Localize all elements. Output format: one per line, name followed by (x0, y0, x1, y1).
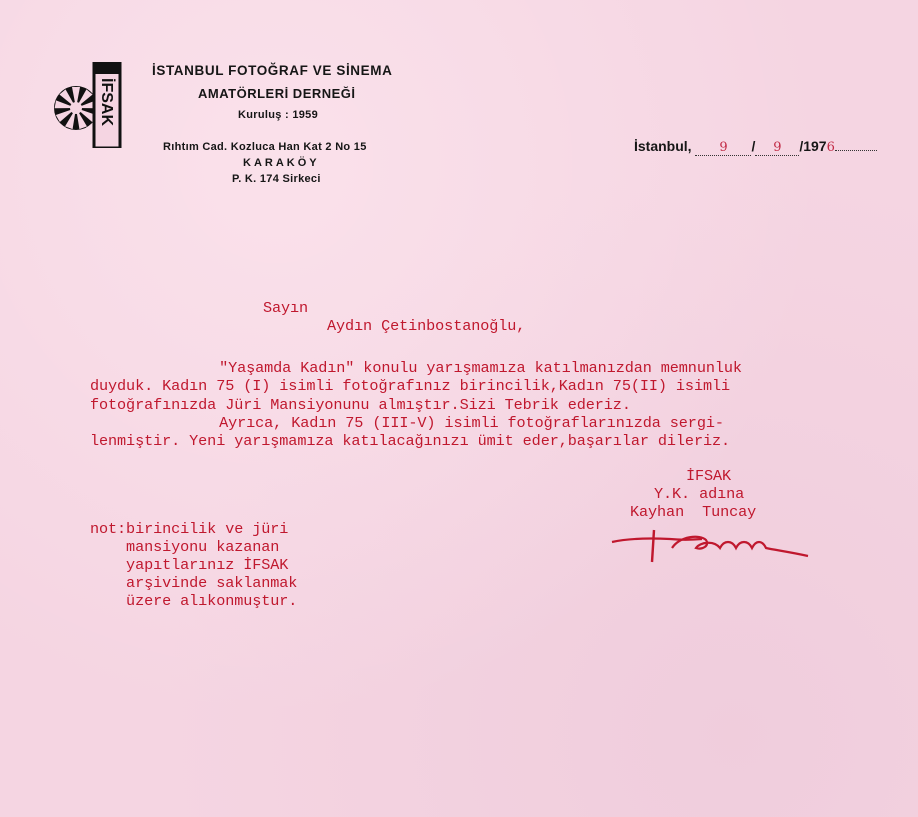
note-line-4: arşivinde saklanmak (90, 574, 298, 592)
note-line-3: yapıtlarınız İFSAK (90, 556, 289, 574)
body-line-1: "Yaşamda Kadın" konulu yarışmamıza katılmanızdan memnunluk (165, 359, 742, 377)
recipient-name: Aydın Çetinbostanoğlu, (327, 317, 526, 335)
note-line-2: mansiyonu kazanan (90, 538, 280, 556)
date-month: 9 (773, 140, 782, 155)
body-line-2: duyduk. Kadın 75 (I) isimli fotoğrafınız birincilik,Kadın 75(II) isimli (90, 377, 730, 395)
logo-text: İFSAK (98, 78, 115, 126)
org-name-line2: AMATÖRLERİ DERNEĞİ (198, 86, 356, 101)
signoff-org: İFSAK (686, 467, 732, 485)
note-line-5: üzere alıkonmuştur. (90, 592, 298, 610)
signoff-role: Y.K. adına (654, 485, 745, 503)
address-district: KARAKÖY (243, 157, 320, 169)
founded-year: Kuruluş : 1959 (238, 109, 319, 121)
ifsak-logo (52, 62, 124, 148)
date-year-suffix: 6 (826, 140, 835, 155)
note-line-1: not:birincilik ve jüri (90, 520, 289, 538)
org-name-line1: İSTANBUL FOTOĞRAF VE SİNEMA (152, 63, 393, 78)
body-line-3: fotoğrafınızda Jüri Mansiyonunu almıştır.Sizi Tebrik ederiz. (90, 396, 631, 414)
address-pobox: P. K. 174 Sirkeci (232, 173, 321, 185)
body-line-5: lenmiştir. Yeni yarışmamıza katılacağınızı ümit eder,başarılar dileriz. (90, 432, 730, 450)
date-line: İstanbul, 9 / 9 /1976 (634, 138, 877, 156)
date-city: İstanbul, (634, 138, 692, 154)
address-street: Rıhtım Cad. Kozluca Han Kat 2 No 15 (163, 141, 367, 153)
body-line-4: Ayrıca, Kadın 75 (III-V) isimli fotoğraflarınızda sergi- (165, 414, 724, 432)
date-year-prefix: /197 (799, 138, 827, 154)
date-day: 9 (719, 140, 728, 155)
signoff-name: Kayhan Tuncay (630, 503, 757, 521)
handwritten-signature (610, 522, 810, 567)
salutation: Sayın (263, 299, 309, 317)
